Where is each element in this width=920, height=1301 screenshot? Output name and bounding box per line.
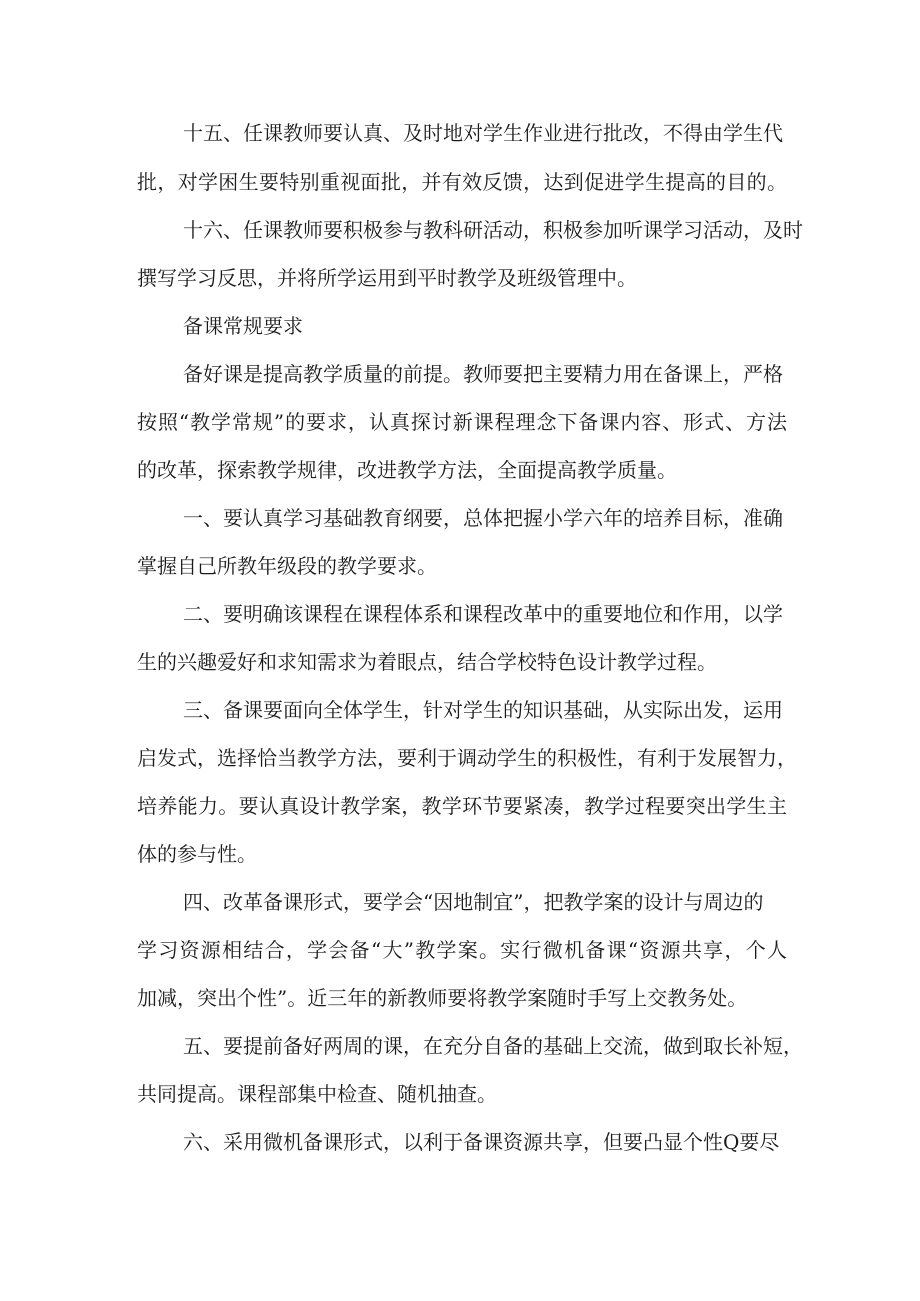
requirement-3-line-4: 体的参与性。 xyxy=(137,842,257,866)
requirement-5-line-1: 五、要提前备好两周的课，在充分自备的基础上交流，做到取长补短， xyxy=(183,1034,803,1058)
requirement-2-line-1: 二、要明确该课程在课程体系和课程改革中的重要地位和作用，以学 xyxy=(183,602,783,626)
requirement-4-line-2: 学习资源相结合，学会备“大”教学案。实行微机备课“资源共享，个人 xyxy=(137,938,787,962)
paragraph-15-line-2: 批，对学困生要特别重视面批，并有效反馈，达到促进学生提高的目的。 xyxy=(137,170,787,194)
requirement-3-line-2: 启发式，选择恰当教学方法，要利于调动学生的积极性，有利于发展智力， xyxy=(137,746,797,770)
requirement-2-line-2: 生的兴趣爱好和求知需求为着眼点，结合学校特色设计教学过程。 xyxy=(137,650,717,674)
requirement-3-line-1: 三、备课要面向全体学生，针对学生的知识基础，从实际出发，运用 xyxy=(183,698,783,722)
requirement-1-line-1: 一、要认真学习基础教育纲要，总体把握小学六年的培养目标，准确 xyxy=(183,506,783,530)
paragraph-15-line-1: 十五、任课教师要认真、及时地对学生作业进行批改，不得由学生代 xyxy=(183,121,783,145)
requirement-5-line-2: 共同提高。课程部集中检查、随机抽查。 xyxy=(137,1082,497,1106)
requirement-6-line-1: 六、采用微机备课形式，以利于备课资源共享，但要凸显个性Q要尽 xyxy=(183,1130,780,1154)
requirement-1-line-2: 掌握自己所教年级段的教学要求。 xyxy=(137,554,437,578)
intro-line-2: 按照“教学常规”的要求，认真探讨新课程理念下备课内容、形式、方法 xyxy=(137,410,787,434)
requirement-3-line-3: 培养能力。要认真设计教学案，教学环节要紧凑，教学过程要突出学生主 xyxy=(137,794,787,818)
intro-line-1: 备好课是提高教学质量的前提。教师要把主要精力用在备课上，严格 xyxy=(183,362,783,386)
section-heading: 备课常规要求 xyxy=(183,314,303,338)
paragraph-16-line-1: 十六、任课教师要积极参与教科研活动，积极参加听课学习活动，及时 xyxy=(183,218,803,242)
intro-line-3: 的改革，探索教学规律，改进教学方法，全面提高教学质量。 xyxy=(137,458,677,482)
requirement-4-line-1: 四、改革备课形式，要学会“因地制宜”，把教学案的设计与周边的 xyxy=(183,890,764,914)
requirement-4-line-3: 加减，突出个性”。近三年的新教师要将教学案随时手写上交教务处。 xyxy=(137,986,748,1010)
paragraph-16-line-2: 撰写学习反思，并将所学运用到平时教学及班级管理中。 xyxy=(137,266,637,290)
